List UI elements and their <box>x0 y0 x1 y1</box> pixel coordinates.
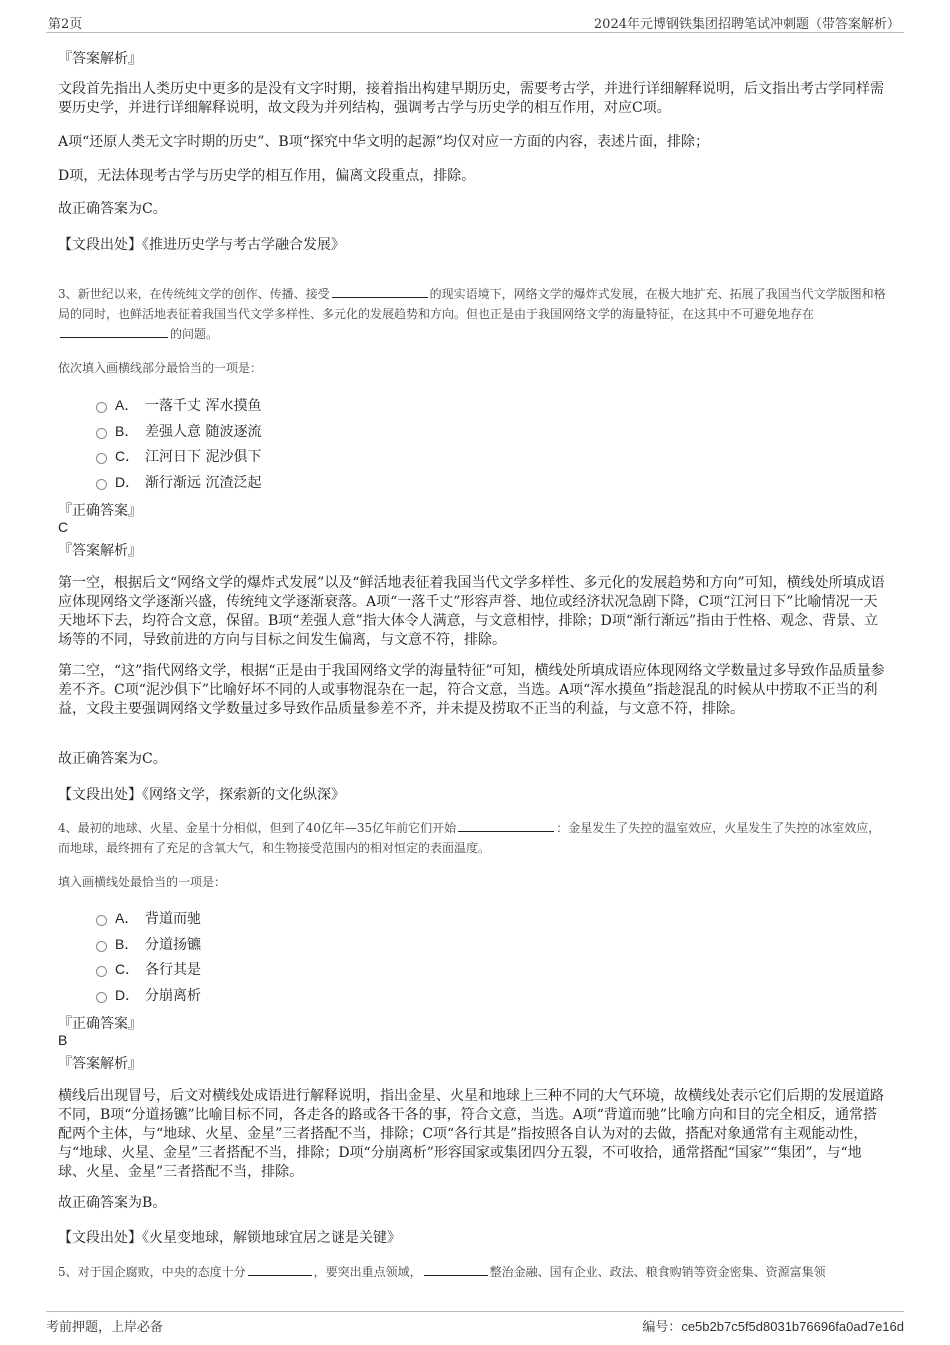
blank-1 <box>458 819 554 832</box>
radio-icon[interactable] <box>96 428 107 439</box>
q3-conclusion: 故正确答案为C。 <box>58 751 167 767</box>
radio-icon[interactable] <box>96 915 107 926</box>
q2-source: 【文段出处】《推进历史学与考古学融合发展》 <box>58 237 345 253</box>
q3-option-d[interactable]: D． 渐行渐远 沉渣泛起 <box>96 472 261 492</box>
radio-icon[interactable] <box>96 992 107 1003</box>
q4-source: 【文段出处】《火星变地球，解锁地球宜居之谜是关键》 <box>58 1230 401 1246</box>
q3-stem: 3、新世纪以来，在传统纯文学的创作、传播、接受 的现实语境下，网络文学的爆炸式发展，在极大地扩充、拓展了我国当代文学版图和格局的同时，也鲜活地表征着我国当代文学多样性、多元化的发展趋势和方向。但也正是由于我国网络文学的海量特征，在这其中不可避免地存在的问题。 <box>58 287 886 341</box>
q5-stem: 5、对于国企腐败，中央的态度十分 ，要突出重点领域， 整治金融、国有企业、政法、粮食购销等资金密集、资源富集领 <box>58 1265 826 1279</box>
q4-correct-label: 『正确答案』 <box>58 1016 142 1032</box>
blank-2 <box>60 325 168 338</box>
page-footer <box>46 1311 904 1338</box>
q4-conclusion: 故正确答案为B。 <box>58 1195 167 1211</box>
q4-option-a[interactable]: A． 背道而驰 <box>96 908 201 928</box>
radio-icon[interactable] <box>96 453 107 464</box>
q2-conclusion: 故正确答案为C。 <box>58 201 167 217</box>
q4-stem: 4、最初的地球、火星、金星十分相似，但到了40亿年—35亿年前它们开始 ：金星发生了失控的温室效应，火星发生了失控的冰室效应，而地球，最终拥有了充足的含氧大气，和生物接受范围内的相对恒定的表面温度。 <box>58 821 881 855</box>
q3-analysis-p1: 第一空，根据后文“网络文学的爆炸式发展”以及“鲜活地表征着我国当代文学多样性、多元化的发展趋势和方向”可知，横线处所填成语应体现网络文学逐渐兴盛，传统纯文学逐渐衰落。A项“一落千丈”形容声誉、地位或经济状况急剧下降，C项“江河日下”比喻情况一天天地坏下去，均符合文意，保留。B项“差强人意”指大体令人满意，与文意相悖，排除；D项“渐行渐远”指由于性格、观念、背景、立场等的不同，导致前进的方向与目标之间发生偏离，与文意不符，排除。 <box>58 575 885 648</box>
q4-option-b[interactable]: B． 分道扬镳 <box>96 934 201 954</box>
q3-instruction: 依次填入画横线部分最恰当的一项是： <box>58 361 263 375</box>
blank-2 <box>424 1263 488 1276</box>
q3-option-c[interactable]: C． 江河日下 泥沙俱下 <box>96 446 261 466</box>
radio-icon[interactable] <box>96 479 107 490</box>
q2-analysis-p2: A项“还原人类无文字时期的历史”、B项“探究中华文明的起源”均仅对应一方面的内容，表述片面，排除； <box>58 134 710 150</box>
document-title: 2024年元博钢铁集团招聘笔试冲刺题（带答案解析） <box>593 17 900 32</box>
q3-option-b[interactable]: B． 差强人意 随波逐流 <box>96 421 261 441</box>
q3-analysis-label: 『答案解析』 <box>58 543 142 559</box>
document-code: 编号：ce5b2b7c5f5d8031b76696fa0ad7e16d <box>642 1319 904 1335</box>
q4-option-c[interactable]: C． 各行其是 <box>96 959 201 979</box>
blank-1 <box>248 1263 312 1276</box>
blank-1 <box>332 285 428 298</box>
page-header <box>46 10 904 33</box>
q3-correct-label: 『正确答案』 <box>58 503 142 519</box>
q2-analysis-p1: 文段首先指出人类历史中更多的是没有文字时期，接着指出构建早期历史，需要考古学，并进行详细解释说明，后文指出考古学同样需要历史学，并进行详细解释说明，故文段为并列结构，强调考古学与历史学的相互作用，对应C项。 <box>58 81 884 116</box>
page-number: 第2页 <box>48 17 83 32</box>
q3-option-a[interactable]: A． 一落千丈 浑水摸鱼 <box>96 395 261 415</box>
q4-analysis-p1: 横线后出现冒号，后文对横线处成语进行解释说明，指出金星、火星和地球上三种不同的大气环境，故横线处表示它们后期的发展道路不同，B项“分道扬镳”比喻目标不同，各走各的路或各干各的事，符合文意，当选。A项“背道而驰”比喻方向和目的完全相反，通常搭配两个主体，与“地球、火星、金星”三者搭配不当，排除；C项“各行其是”指按照各自认为对的去做，搭配对象通常有主观能动性，与“地球、火星、金星”三者搭配不当，排除；D项“分崩离析”形容国家或集团四分五裂，不可收拾，通常搭配“国家”“集团”，与“地球、火星、金星”三者搭配不当，排除。 <box>58 1088 884 1180</box>
q4-option-d[interactable]: D． 分崩离析 <box>96 985 201 1005</box>
radio-icon[interactable] <box>96 402 107 413</box>
radio-icon[interactable] <box>96 941 107 952</box>
q3-analysis-p2: 第二空，“这”指代网络文学，根据“正是由于我国网络文学的海量特征”可知，横线处所填成语应体现网络文学数量过多导致作品质量参差不齐。C项“泥沙俱下”比喻好坏不同的人或事物混杂在一起，符合文意，当选。A项“浑水摸鱼”指趁混乱的时候从中捞取不正当的利益，文段主要强调网络文学数量过多导致作品质量参差不齐，并未提及捞取不正当的利益，与文意不符，排除。 <box>58 663 885 717</box>
q2-analysis-p3: D项，无法体现考古学与历史学的相互作用，偏离文段重点，排除。 <box>58 168 476 184</box>
q4-instruction: 填入画横线处最恰当的一项是： <box>58 875 227 889</box>
q3-answer: C <box>58 519 69 535</box>
q4-answer: B <box>58 1032 68 1048</box>
q3-source: 【文段出处】《网络文学，探索新的文化纵深》 <box>58 787 345 803</box>
q4-analysis-label: 『答案解析』 <box>58 1056 142 1072</box>
q2-analysis-label: 『答案解析』 <box>58 51 142 67</box>
radio-icon[interactable] <box>96 966 107 977</box>
footer-slogan: 考前押题，上岸必备 <box>46 1320 164 1335</box>
